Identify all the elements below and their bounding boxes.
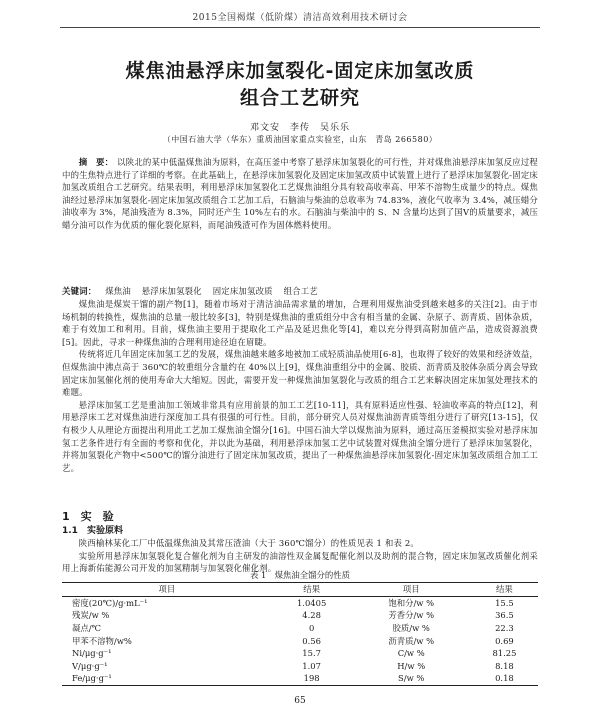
- column-header: 项目: [402, 584, 420, 595]
- affiliation: （中国石油大学（华东）重质油国家重点实验室，山东 青岛 266580）: [162, 135, 438, 144]
- header-rule: [60, 27, 540, 28]
- table-row: [62, 672, 538, 685]
- table-cell: 22.3: [495, 623, 514, 634]
- column-header: 项目: [158, 584, 176, 595]
- table-cell: 15.7: [302, 648, 321, 659]
- page-number: 65: [294, 696, 306, 706]
- table-cell: 81.25: [492, 648, 517, 659]
- table-cell: 1.0405: [296, 597, 327, 608]
- keyword: 悬浮床加氢裂化: [141, 286, 202, 296]
- table-row: [62, 596, 538, 609]
- table-cell: 凝点/℃: [72, 623, 101, 634]
- table-cell: 198: [303, 673, 320, 684]
- table-cell: 0: [308, 623, 315, 634]
- table-cell: 0.69: [495, 635, 514, 646]
- table-cell: 残炭/w %: [72, 610, 110, 621]
- table-cell: 密度(20℃)/g·mL⁻¹: [72, 597, 148, 608]
- intro-paragraph: 传统将近几年固定床加氢工艺的发展，煤焦油越来越多地被加工成轻质油品使用[6-8]，也取得了较好的效果和经济效益，但煤焦油中沸点高于 360℃的较重组分含量约在 40%以上[9]，煤焦油重组分中的金属、胶质、沥青质及胶体杂质分离会导致固定床加氢催化剂的使用寿命大大缩短。因此，需要开发一种煤焦油加氢裂化与改质的组合工艺来解决固定床加氢处理技术的难题。: [62, 349, 538, 398]
- section-heading-1-1: 1.1 实验原料: [62, 526, 123, 536]
- table-cell: 胶质/w %: [392, 623, 430, 634]
- body-paragraph: 陕西榆林某化工厂中低温煤焦油及其常压渣油（大于 360℃馏分）的性质见表 1 和表 2。: [78, 538, 420, 548]
- table-row: [62, 660, 538, 673]
- table-cell: Fe/μg·g⁻¹: [72, 673, 112, 684]
- title-line-2: 组合工艺研究: [239, 87, 360, 109]
- table-caption: 表 1 煤焦油全馏分的性质: [249, 570, 351, 580]
- table-row: [62, 647, 538, 660]
- table-row: [62, 634, 538, 647]
- body-paragraph: 实验所用悬浮床加氢裂化复合催化剂为自主研发的油溶性双金属复配催化剂以及助剂的混合物，固定床加氢改质催化剂采用上海新佑能源公司开发的加氢精制与加氢裂化催化剂。: [62, 550, 538, 574]
- table-cell: 0.56: [302, 635, 321, 646]
- keywords: [62, 285, 538, 298]
- table-cell: C/w %: [397, 648, 425, 659]
- properties-table: [62, 582, 538, 686]
- table-header-row: [62, 583, 538, 597]
- intro-paragraph: 煤焦油是煤炭干馏的副产物[1]，随着市场对于清洁油品需求量的增加，合理利用煤焦油受到越来越多的关注[2]。由于市场机制的转换性，煤焦油的总量一般比较多[3]，特别是煤焦油的重质组分中含有相当量的金属、杂原子、沥青质、固体杂质，难于有效加工和利用。目前，煤焦油主要用于提取化工产品及延迟焦化等[4]，难以充分得到高附加值产品，造成资源浪费[5]。因此，寻求一种煤焦油的合理利用途径迫在眉睫。: [62, 299, 538, 347]
- keyword: 组合工艺: [283, 286, 318, 296]
- keyword: 固定床加氢改质: [212, 286, 273, 296]
- table-cell: 芳香分/w %: [388, 610, 435, 621]
- keyword: 煤焦油: [105, 286, 131, 296]
- column-header: 结果: [496, 584, 513, 595]
- table-cell: 36.5: [495, 610, 514, 621]
- intro-paragraph: 悬浮床加氢工艺是重油加工领域非常具有应用前景的加工工艺[10-11]，具有原料适应性强、轻油收率高的特点[12]，利用悬浮床工艺对煤焦油进行深度加工具有很强的可行性。目前，部分研究人员对煤焦油沥青质等组分进行了研究[13-15]，仅有极少人从理论方面提出利用此工艺加工煤焦油全馏分[16]。中国石油大学以煤焦油为原料，通过高压釜模拟实验对悬浮床加氢工艺条件进行有全面的考察和优化，并以此为基础，利用悬浮床加氢工艺中试装置对煤焦油全馏分进行了悬浮床加氢裂化，并将加氢裂化产物中<500℃的馏分油进行了固定床加氢改质，提出了一种煤焦油悬浮床加氢裂化-固定床加氢改质组合加工工艺。: [62, 399, 538, 473]
- abstract-text: 以陕北的某中低温煤焦油为原料，在高压釜中考察了悬浮床加氢裂化的可行性，并对煤焦油悬浮床加氢反应过程中的生焦特点进行了详细的考察。在此基础上，在悬浮床加氢裂化及固定床加氢改质中试装置上进行了悬浮床加氢裂化-固定床加氢改质组合工艺研究。结果表明，利用悬浮床加氢裂化工艺煤焦油组分具有较高收率高、甲苯不溶物生成量少的特点。煤焦油经过悬浮床加氢裂化-固定床加氢改质组合工艺加工后，石脑油与柴油的总收率为 74.83%，液化气收率为 3.4%，减压蜡分油收率为 3%，尾油残渣为 8.3%，同时还产生 10%左右的水。石脑油与柴油中的 S、N 含量均达到了国Ⅴ的质量要求，减压蜡分油可以作为优质的催化裂化原料，而尾油残渣可作为固体燃料使用。: [62, 157, 538, 230]
- table-cell: Ni/μg·g⁻¹: [72, 648, 112, 659]
- table-cell: S/w %: [398, 673, 425, 684]
- table-cell: 0.18: [495, 673, 514, 684]
- table-cell: 1.07: [302, 660, 321, 671]
- abstract: [62, 156, 538, 232]
- paper-title: [40, 58, 560, 112]
- table-cell: 沥青质/w %: [388, 635, 435, 646]
- column-header: 结果: [303, 584, 320, 595]
- table-row: [62, 622, 538, 635]
- abstract-label: 摘 要：: [78, 157, 114, 167]
- table-cell: 8.18: [495, 660, 514, 671]
- table-cell: 甲苯不溶物/w%: [72, 635, 132, 646]
- table-cell: H/w %: [397, 660, 426, 671]
- section-heading-1: 1 实 验: [62, 510, 114, 523]
- table-row: [62, 609, 538, 622]
- keywords-label: 关键词：: [62, 286, 97, 296]
- authors: 邓文安 李传 吴乐乐: [249, 123, 350, 133]
- table-cell: 4.28: [302, 610, 321, 621]
- table-cell: 饱和分/w %: [388, 597, 435, 608]
- running-header: 2015全国褐煤（低阶煤）清洁高效利用技术研讨会: [192, 13, 408, 23]
- introduction: [62, 298, 538, 474]
- table-cell: 15.5: [495, 597, 514, 608]
- title-line-1: 煤焦油悬浮床加氢裂化-固定床加氢改质: [125, 60, 475, 82]
- table-cell: V/μg·g⁻¹: [72, 660, 108, 671]
